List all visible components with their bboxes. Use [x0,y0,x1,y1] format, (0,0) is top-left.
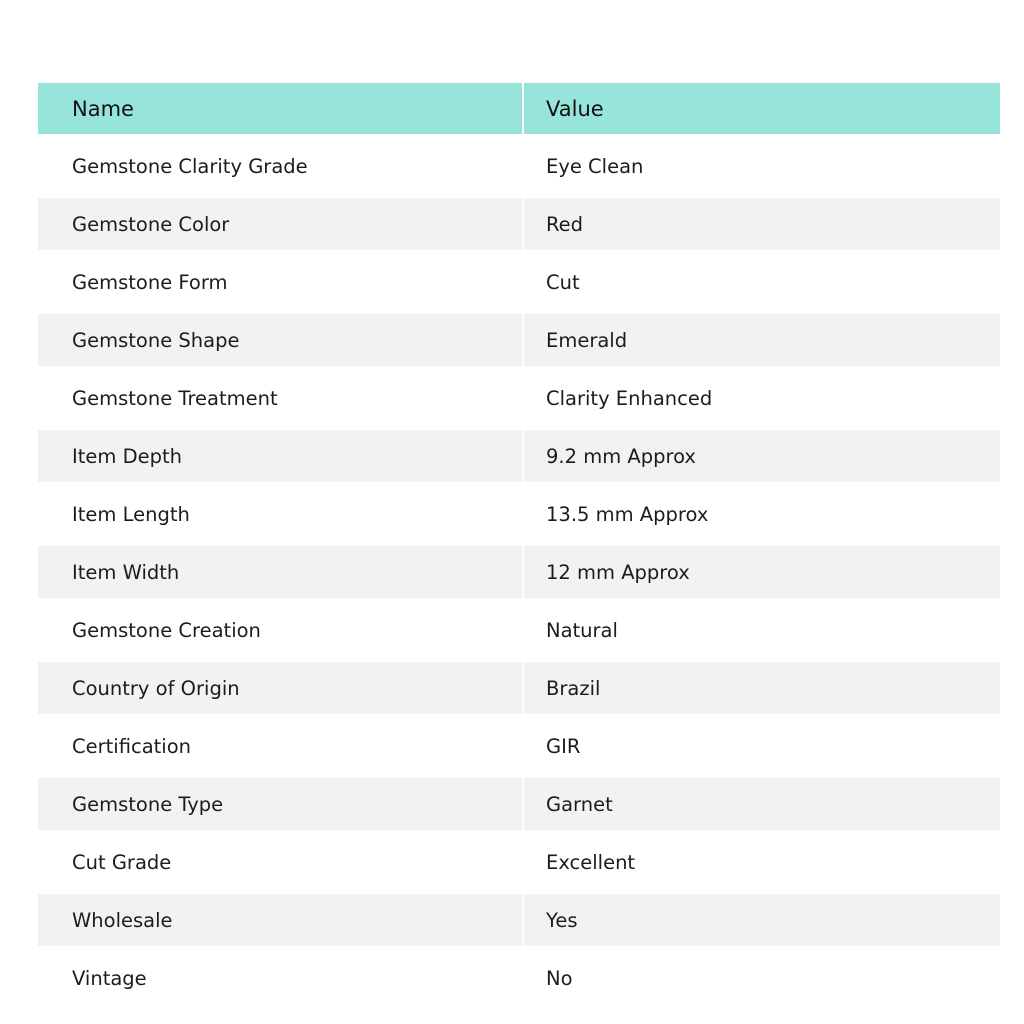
row-name-cell: Gemstone Shape [38,314,523,366]
table-row [38,134,1000,198]
table-row [38,894,1000,946]
row-name-cell: Certification [38,714,523,778]
row-value-cell: GIR [523,714,1000,778]
header-value: Value [523,83,1000,134]
row-name-cell: Gemstone Creation [38,598,523,662]
row-value-cell: Brazil [523,662,1000,714]
row-name-cell: Wholesale [38,894,523,946]
row-value-cell: No [523,946,1000,1010]
table-row [38,482,1000,546]
spec-table [38,83,1000,1010]
table-row [38,546,1000,598]
row-value-cell: 12 mm Approx [523,546,1000,598]
row-name-cell: Country of Origin [38,662,523,714]
row-name-cell: Item Length [38,482,523,546]
row-name-cell: Cut Grade [38,830,523,894]
table-row [38,714,1000,778]
row-value-cell: Cut [523,250,1000,314]
table-body [38,134,1000,1010]
table-row [38,662,1000,714]
row-value-cell: 9.2 mm Approx [523,430,1000,482]
header-name: Name [38,83,523,134]
row-value-cell: Yes [523,894,1000,946]
row-name-cell: Gemstone Color [38,198,523,250]
table-row [38,250,1000,314]
row-name-cell: Gemstone Clarity Grade [38,134,523,198]
row-name-cell: Gemstone Treatment [38,366,523,430]
table-header [38,83,1000,134]
table-row [38,430,1000,482]
table-row [38,830,1000,894]
table-row [38,946,1000,1010]
row-value-cell: Clarity Enhanced [523,366,1000,430]
row-value-cell: Eye Clean [523,134,1000,198]
row-value-cell: Emerald [523,314,1000,366]
table-row [38,314,1000,366]
row-name-cell: Gemstone Type [38,778,523,830]
row-name-cell: Vintage [38,946,523,1010]
header-row [38,83,1000,134]
row-name-cell: Gemstone Form [38,250,523,314]
row-name-cell: Item Width [38,546,523,598]
row-value-cell: Natural [523,598,1000,662]
row-value-cell: Garnet [523,778,1000,830]
row-value-cell: Red [523,198,1000,250]
row-value-cell: Excellent [523,830,1000,894]
row-value-cell: 13.5 mm Approx [523,482,1000,546]
row-name-cell: Item Depth [38,430,523,482]
table-row [38,778,1000,830]
table-row [38,598,1000,662]
table-row [38,198,1000,250]
table-row [38,366,1000,430]
